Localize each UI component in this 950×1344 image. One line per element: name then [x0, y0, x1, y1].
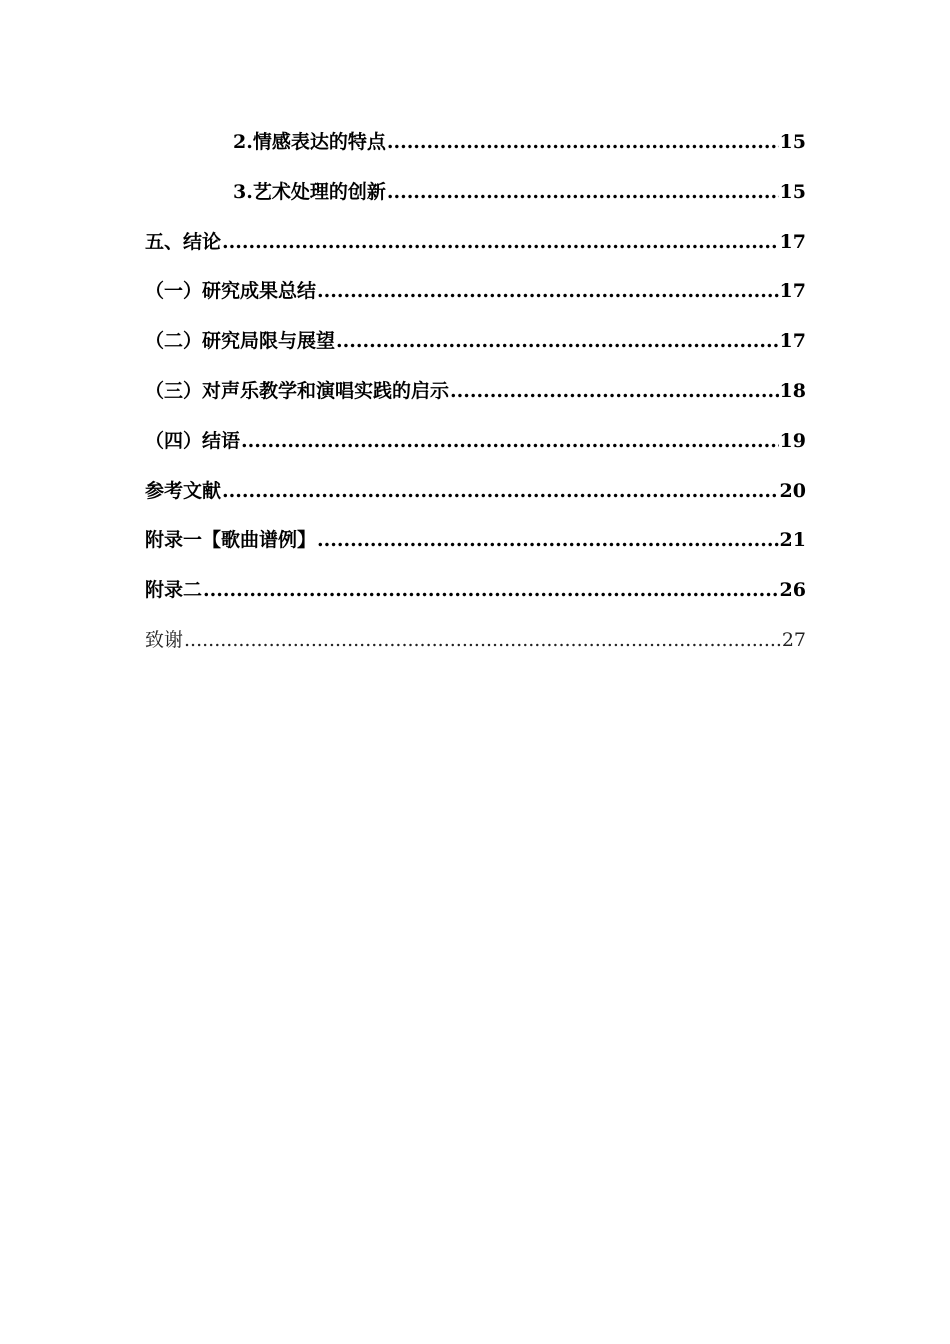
toc-leader-dots	[184, 626, 781, 654]
toc-entry-title: 3.艺术处理的创新	[233, 180, 386, 203]
toc-entry-title: （四）结语	[145, 429, 241, 452]
toc-entry-page: 17	[779, 280, 806, 303]
toc-entry[interactable]	[145, 178, 806, 228]
toc-entry-title: 2.情感表达的特点	[233, 131, 386, 153]
toc-entry-page: 17	[779, 330, 806, 353]
toc-entry[interactable]	[145, 427, 806, 477]
toc-entry[interactable]	[145, 526, 806, 576]
toc-entry-page: 15	[779, 131, 806, 153]
toc-entry[interactable]	[145, 327, 806, 377]
toc-leader-dots	[317, 277, 779, 305]
toc-entry-title: （三）对声乐教学和演唱实践的启示	[145, 379, 450, 402]
toc-leader-dots	[241, 427, 779, 455]
toc-leader-dots	[317, 526, 779, 554]
toc-entry[interactable]	[145, 477, 806, 527]
toc-leader-dots	[387, 178, 779, 206]
toc-entry-page: 27	[781, 628, 806, 651]
toc-leader-dots	[222, 477, 779, 505]
toc-entry[interactable]	[145, 128, 806, 178]
toc-entry-page: 19	[779, 429, 806, 452]
toc-entry-page: 17	[779, 230, 806, 253]
toc-entry-page: 26	[779, 579, 806, 602]
toc-leader-dots	[336, 327, 779, 355]
toc-entry-page: 15	[779, 180, 806, 203]
toc-entry[interactable]	[145, 277, 806, 327]
toc-entry-title: 致谢	[145, 628, 184, 651]
toc-entry-title: （二）研究局限与展望	[145, 330, 336, 353]
table-of-contents	[145, 128, 806, 676]
toc-leader-dots	[387, 128, 779, 156]
toc-entry-title: 附录一【歌曲谱例】	[145, 529, 317, 552]
toc-leader-dots	[450, 377, 779, 405]
toc-entry-title: （一）研究成果总结	[145, 280, 317, 303]
toc-entry-page: 18	[779, 379, 806, 402]
toc-entry[interactable]	[145, 576, 806, 626]
toc-entry-title: 参考文献	[145, 479, 222, 502]
toc-entry-page: 21	[779, 529, 806, 552]
toc-leader-dots	[222, 228, 779, 256]
toc-entry[interactable]	[145, 377, 806, 427]
toc-entry-page: 20	[779, 479, 806, 502]
toc-entry-title: 附录二	[145, 579, 203, 602]
toc-entry-title: 五、结论	[145, 230, 222, 253]
toc-entry[interactable]	[145, 228, 806, 278]
toc-leader-dots	[203, 576, 779, 604]
toc-entry[interactable]	[145, 626, 806, 676]
